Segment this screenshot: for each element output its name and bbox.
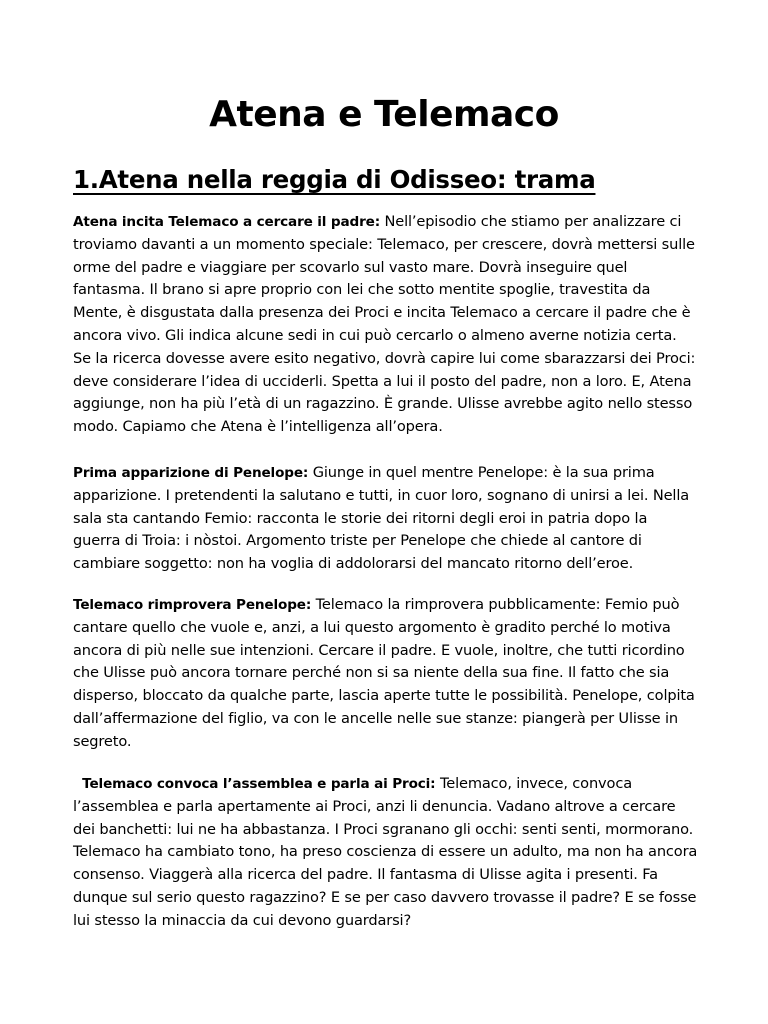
- document-title: Atena e Telemaco: [209, 94, 559, 135]
- section-heading-text: 1.Atena nella reggia di Odisseo: trama: [73, 165, 596, 194]
- paragraph-telemachus-rebukes-penelope: [73, 594, 698, 754]
- paragraph-lead: Prima apparizione di Penelope:: [73, 465, 309, 481]
- paragraph-body: Nell’episodio che stiamo per analizzare ci troviamo davanti a un momento speciale: Telemaco, per crescere, dovrà mettersi sulle orme del padre e viaggiare per scovarlo sul vasto mare. Dovrà inseguire quel fantasma. Il brano si apre proprio con lei che sotto mentite spoglie, travestita da Mente, è disgustata dalla presenza dei Proci e incita Telemaco a cercare il padre che è ancora vivo. Gli indica alcune sedi in cui può cercarlo o almeno averne notizia certa. Se la ricerca dovesse avere esito negativo, dovrà capire lui come sbarazzarsi dei Proci: deve considerare l’idea di ucciderli. Spetta a lui il posto del padre, non a loro. E, Atena aggiunge, non ha più l’età di un ragazzino. È grande. Ulisse avrebbe agito nello stesso modo. Capiamo che Atena è l’intelligenza all’opera.: [73, 213, 696, 436]
- paragraph-athena-incites-telemachus: [73, 211, 698, 439]
- paragraph-body: Giunge in quel mentre Penelope: è la sua prima apparizione. I pretendenti la salutano e tutti, in cuor loro, sognano di unirsi a lei. Nella sala sta cantando Femio: racconta le storie dei ritorni degli eroi in patria dopo la guerra di Troia: i nòstoi. Argomento triste per Penelope che chiede al cantore di cambiare soggetto: non ha voglia di addolorarsi del mancato ritorno dell’eroe.: [73, 464, 690, 573]
- paragraph-lead: Telemaco rimprovera Penelope:: [73, 597, 312, 613]
- paragraph-body: Telemaco, invece, convoca l’assemblea e parla apertamente ai Proci, anzi li denuncia. Vadano altrove a cercare dei banchetti: lui ne ha abbastanza. I Proci sgranano gli occhi: senti senti, mormorano. Telemaco ha cambiato tono, ha preso coscienza di essere un adulto, ma non ha ancora consenso. Viaggerà alla ricerca del padre. Il fantasma di Ulisse agita i presenti. Fa dunque sul serio questo ragazzino? E se per caso davvero trovasse il padre? E se fosse lui stesso la minaccia da cui devono guardarsi?: [73, 775, 698, 929]
- paragraph-penelope-first-appearance: [73, 462, 698, 576]
- section-heading: [73, 160, 713, 200]
- paragraph-lead: Telemaco convoca l’assemblea e parla ai Proci:: [73, 776, 436, 792]
- paragraph-telemachus-assembly: [73, 773, 698, 933]
- paragraph-lead: Atena incita Telemaco a cercare il padre:: [73, 214, 380, 230]
- paragraph-body: Telemaco la rimprovera pubblicamente: Femio può cantare quello che vuole e, anzi, a lui questo argomento è gradito perché lo motiva ancora di più nelle sue intenzioni. Cercare il padre. E vuole, inoltre, che tutti ricordino che Ulisse può ancora tornare perché non si sa niente della sua fine. Il fatto che sia disperso, bloccato da qualche parte, lascia aperte tutte le possibilità. Penelope, colpita dall’affermazione del figlio, va con le ancelle nelle sue stanze: piangerà per Ulisse in segreto.: [73, 596, 695, 750]
